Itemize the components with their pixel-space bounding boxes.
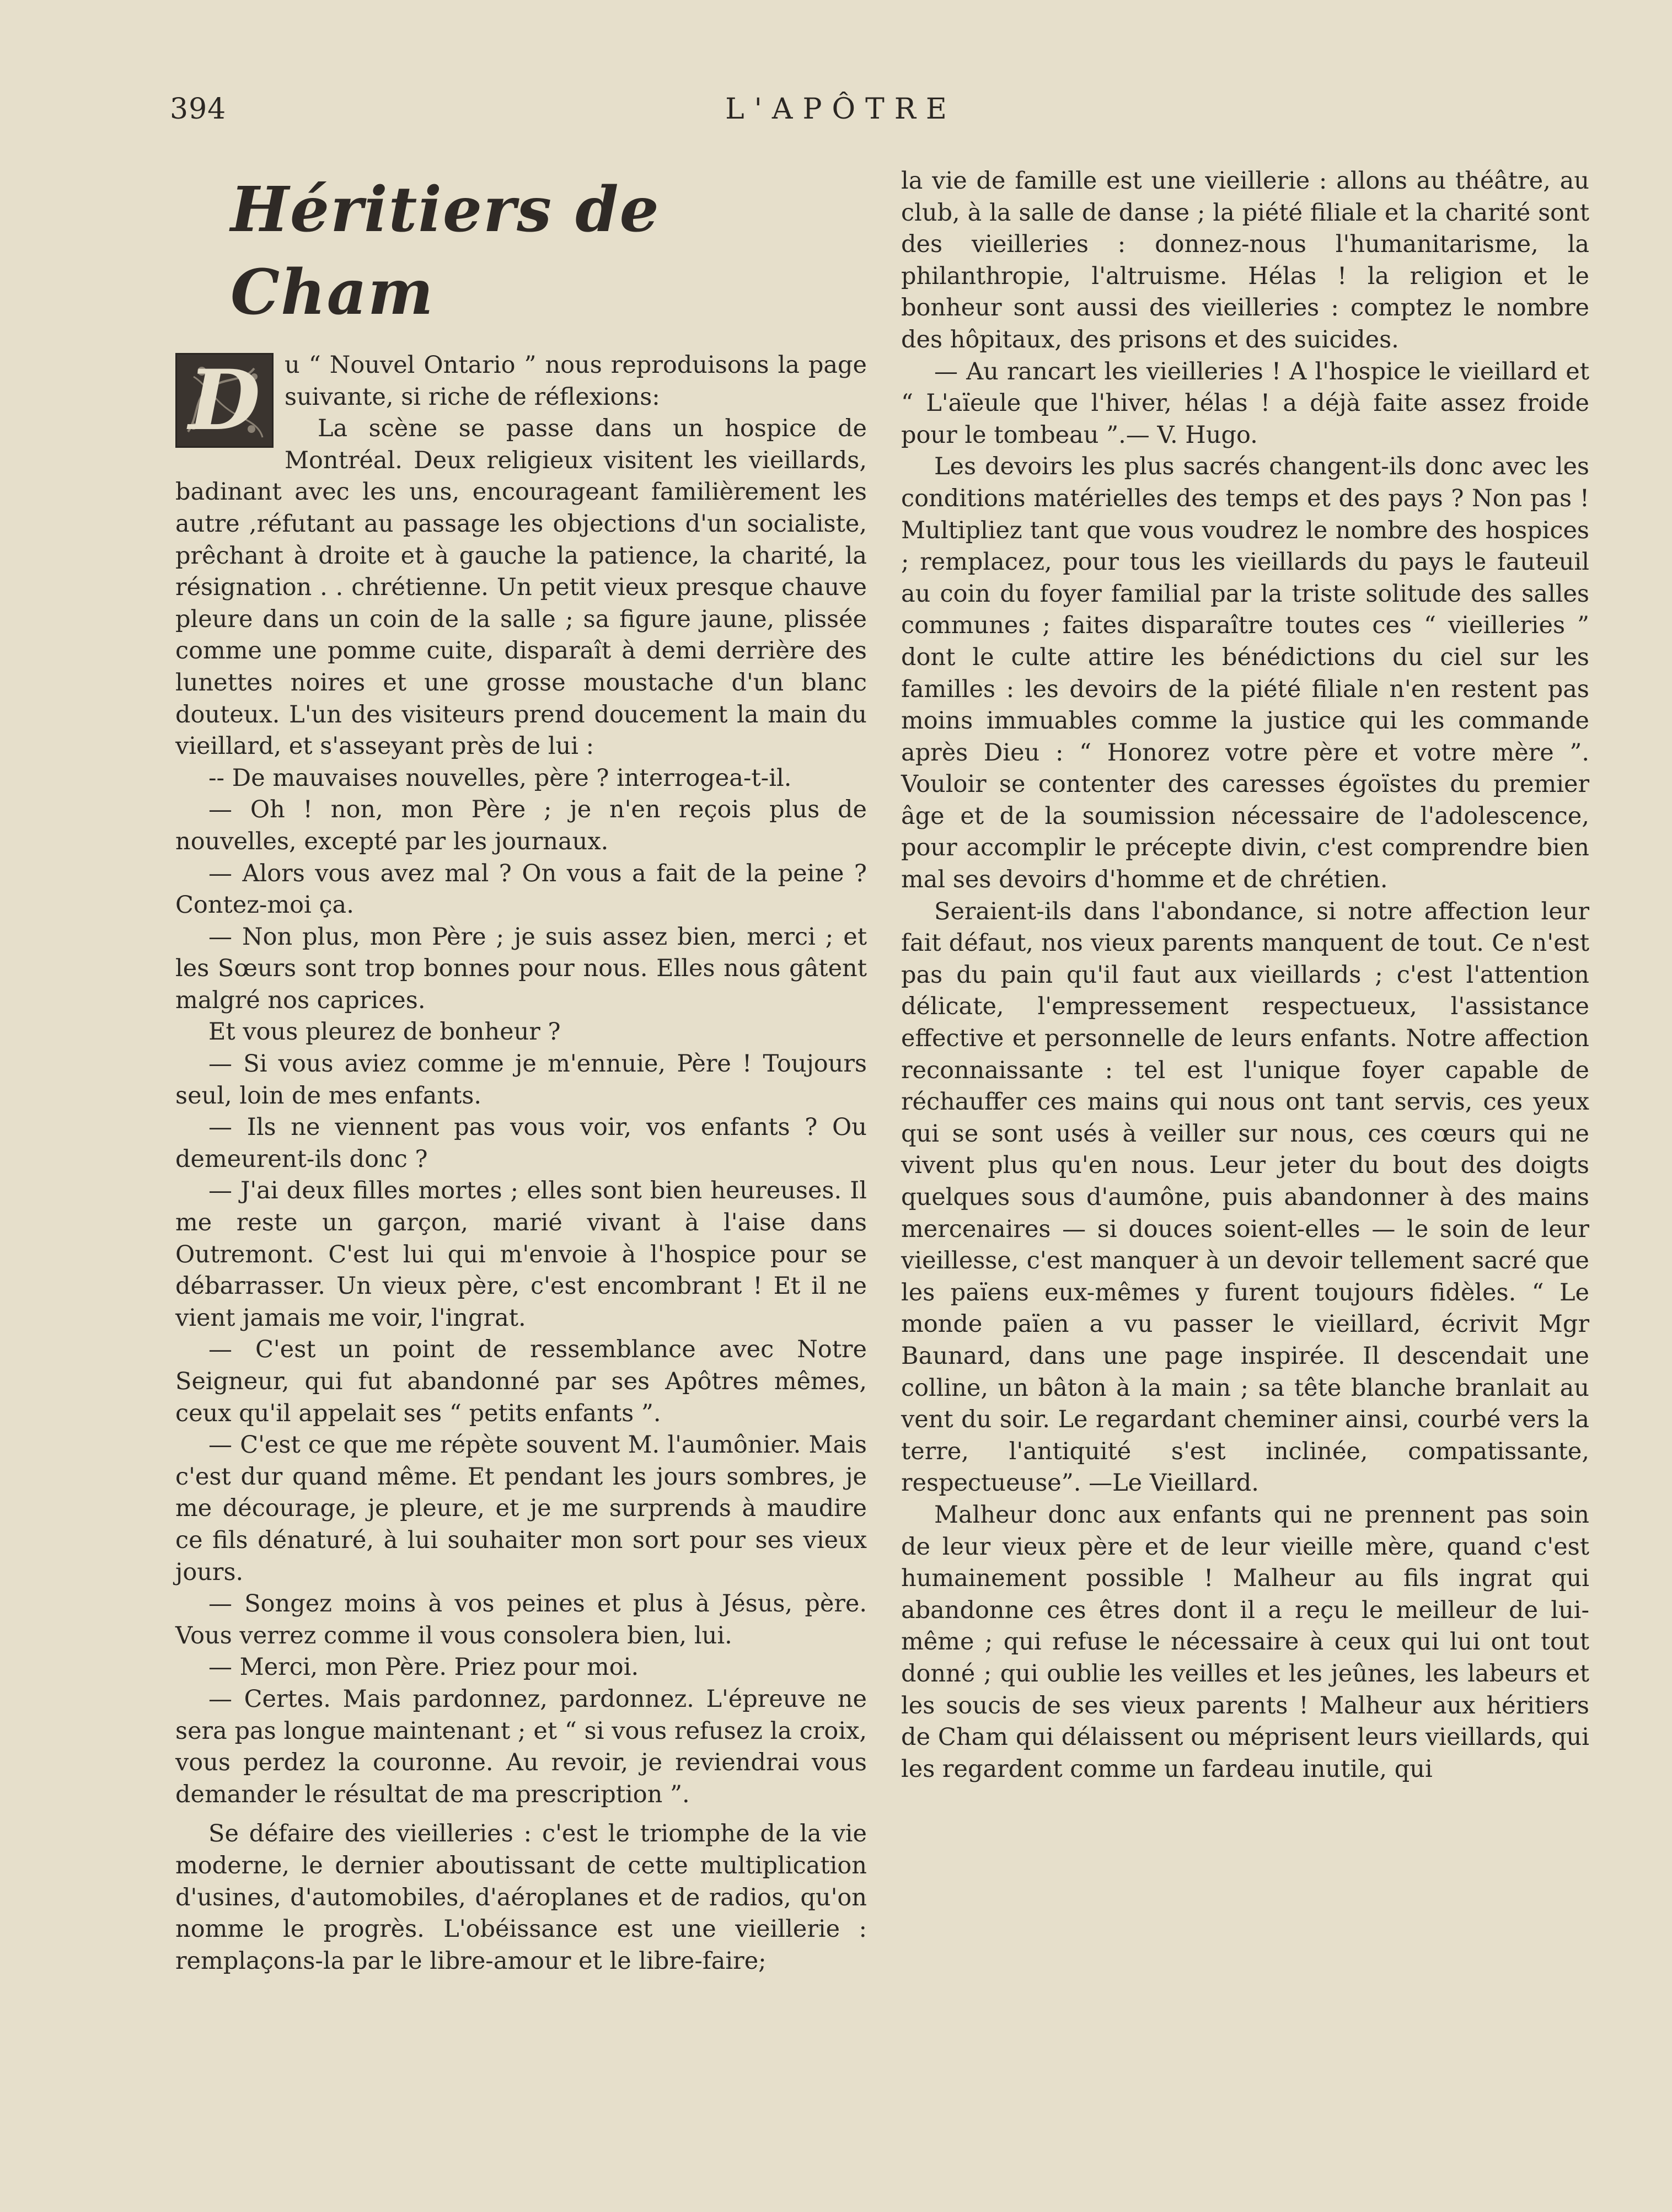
article-title: Héritiers de Cham — [231, 174, 660, 329]
page-number: 394 — [170, 93, 227, 126]
paragraph: Et vous pleurez de bonheur ? — [208, 1018, 561, 1046]
paragraph: — Oh ! non, mon Père ; je n'en reçois plus de nouvelles, excepté par les journaux. — [175, 796, 867, 855]
paragraph: — Si vous aviez comme je m'ennuie, Père ! Toujours seul, loin de mes enfants. — [175, 1050, 867, 1110]
paragraph: — Au rancart les vieilleries ! A l'hospice le vieillard et “ L'aïeule que l'hiver, hélas ! a déjà faite assez froide pour le tombeau ”.— V. Hugo. — [901, 357, 1589, 449]
left-column — [175, 165, 867, 1977]
paragraph: — Songez moins à vos peines et plus à Jésus, père. Vous verrez comme il vous consolera bien, lui. — [175, 1590, 867, 1649]
paragraph: Malheur donc aux enfants qui ne prennent pas soin de leur vieux père et de leur vieille mère, quand c'est humainement possible ! Malheur au fils ingrat qui abandonne ces êtres dont il a reçu le meilleur de lui-même ; qui refuse le nécessaire à ceux qui lui ont tout donné ; qui oublie les veilles et les jeûnes, les labeurs et les soucis de ses vieux parents ! Malheur aux héritiers de Cham qui délaissent ou méprisent leurs vieillards, qui les regardent comme un fardeau inutile, qui — [901, 1501, 1589, 1783]
paragraph: Seraient-ils dans l'abondance, si notre affection leur fait défaut, nos vieux parents manquent de tout. Ce n'est pas du pain qu'il faut aux vieillards ; c'est l'attention délicate, l'empressement respectueux, l'assistance effective et personnelle de leurs enfants. Notre affection reconnaissante : tel est l'unique foyer capable de réchauffer ces mains qui nous ont tant servis, ces yeux qui se sont usés à veiller sur nous, ces cœurs qui ne vivent plus qu'en nous. Leur jeter du bout des doigts quelques sous d'aumône, puis abandonner à des mains mercenaires — si douces soient-elles — le soin de leur vieillesse, c'est manquer à un devoir tellement sacré que les païens eux-mêmes y furent toujours fidèles. “ Le monde païen a vu passer le vieillard, écrivit Mgr Baunard, dans une page inspirée. Il descendait une colline, un bâton à la main ; sa tête blanche branlait au vent du soir. Le regardant cheminer ainsi, courbé vers la terre, l'antiquité s'est inclinée, compatissante, respectueuse”. —Le Vieillard. — [901, 897, 1589, 1497]
right-column — [901, 165, 1589, 1785]
paragraph: — Merci, mon Père. Priez pour moi. — [208, 1653, 639, 1681]
paragraph: — Certes. Mais pardonnez, pardonnez. L'épreuve ne sera pas longue maintenant ; et “ si vous refusez la croix, vous perdez la couronne. Au revoir, je reviendrai vous demander le résultat de ma prescription ”. — [175, 1685, 867, 1808]
drop-cap-ornament — [175, 353, 274, 448]
drop-cap-letter: D — [188, 352, 261, 449]
paragraph: La scène se passe dans un hospice de Montréal. Deux religieux visitent les vieillards, badinant avec les uns, encourageant familièrement les autre ,réfutant au passage les objections d'un socialiste, prêchant à droite et à gauche la patience, la charité, la résignation . . chrétienne. Un petit vieux presque chauve pleure dans un coin de la salle ; sa figure jaune, plissée comme une pomme cuite, disparaît à demi derrière des lunettes noires et une grosse moustache d'un blanc douteux. L'un des visiteurs prend doucement la main du vieillard, et s'asseyant près de lui : — [175, 415, 867, 760]
paragraph: — Alors vous avez mal ? On vous a fait de la peine ? Contez-moi ça. — [175, 859, 867, 919]
running-head: L'APÔTRE — [725, 93, 957, 126]
paragraph: — Ils ne viennent pas vous voir, vos enfants ? Ou demeurent-ils donc ? — [175, 1113, 867, 1173]
paragraph: -- De mauvaises nouvelles, père ? interrogea-t-il. — [208, 764, 792, 792]
left-column-text — [175, 350, 867, 1977]
paragraph: la vie de famille est une vieillerie : allons au théâtre, au club, à la salle de danse ; la piété filiale et la charité sont des vieilleries : donnez-nous l'humanitarisme, la philanthropie, l'altruisme. Hélas ! la religion et le bonheur sont aussi des vieilleries : comptez le nombre des hôpitaux, des prisons et des suicides. — [901, 167, 1589, 354]
paragraph: — Non plus, mon Père ; je suis assez bien, merci ; et les Sœurs sont trop bonnes pour nous. Elles nous gâtent malgré nos caprices. — [175, 923, 867, 1014]
paragraph: — J'ai deux filles mortes ; elles sont bien heureuses. Il me reste un garçon, marié vivant à l'aise dans Outremont. C'est lui qui m'envoie à l'hospice pour se débarrasser. Un vieux père, c'est encombrant ! Et il ne vient jamais me voir, l'ingrat. — [175, 1177, 867, 1332]
paragraph: Se défaire des vieilleries : c'est le triomphe de la vie moderne, le dernier aboutissant de cette multiplication d'usines, d'automobiles, d'aéroplanes et de radios, qu'on nomme le progrès. L'obéissance est une vieillerie : remplaçons-la par le libre-amour et le libre-faire; — [175, 1820, 867, 1975]
paragraph: — C'est un point de ressemblance avec Notre Seigneur, qui fut abandonné par ses Apôtres mêmes, ceux qu'il appelait ses “ petits enfants ”. — [175, 1336, 867, 1427]
right-column-text — [901, 165, 1589, 1785]
intro-line: u “ Nouvel Ontario ” nous reproduisons la page suivante, si riche de réflexions: — [285, 351, 867, 411]
paragraph: — C'est ce que me répète souvent M. l'aumônier. Mais c'est dur quand même. Et pendant les jours sombres, je me décourage, je pleure, et je me surprends à maudire ce fils dénaturé, à lui souhaiter mon sort pour ses vieux jours. — [175, 1431, 867, 1586]
paragraph: Les devoirs les plus sacrés changent-ils donc avec les conditions matérielles des temps et des pays ? Non pas ! Multipliez tant que vous voudrez le nombre des hospices ; remplacez, pour tous les vieillards du pays le fauteuil au coin du foyer familial par la triste solitude des salles communes ; faites disparaître toutes ces “ vieilleries ” dont le culte attire les bénédictions du ciel sur les familles : les devoirs de la piété filiale n'en restent pas moins immuables comme la justice qui les commande après Dieu : “ Honorez votre père et votre mère ”. Vouloir se contenter des caresses égoïstes du premier âge et de la soumission nécessaire de l'adolescence, pour accomplir le précepte divin, c'est comprendre bien mal ses devoirs d'homme et de chrétien. — [901, 453, 1589, 894]
